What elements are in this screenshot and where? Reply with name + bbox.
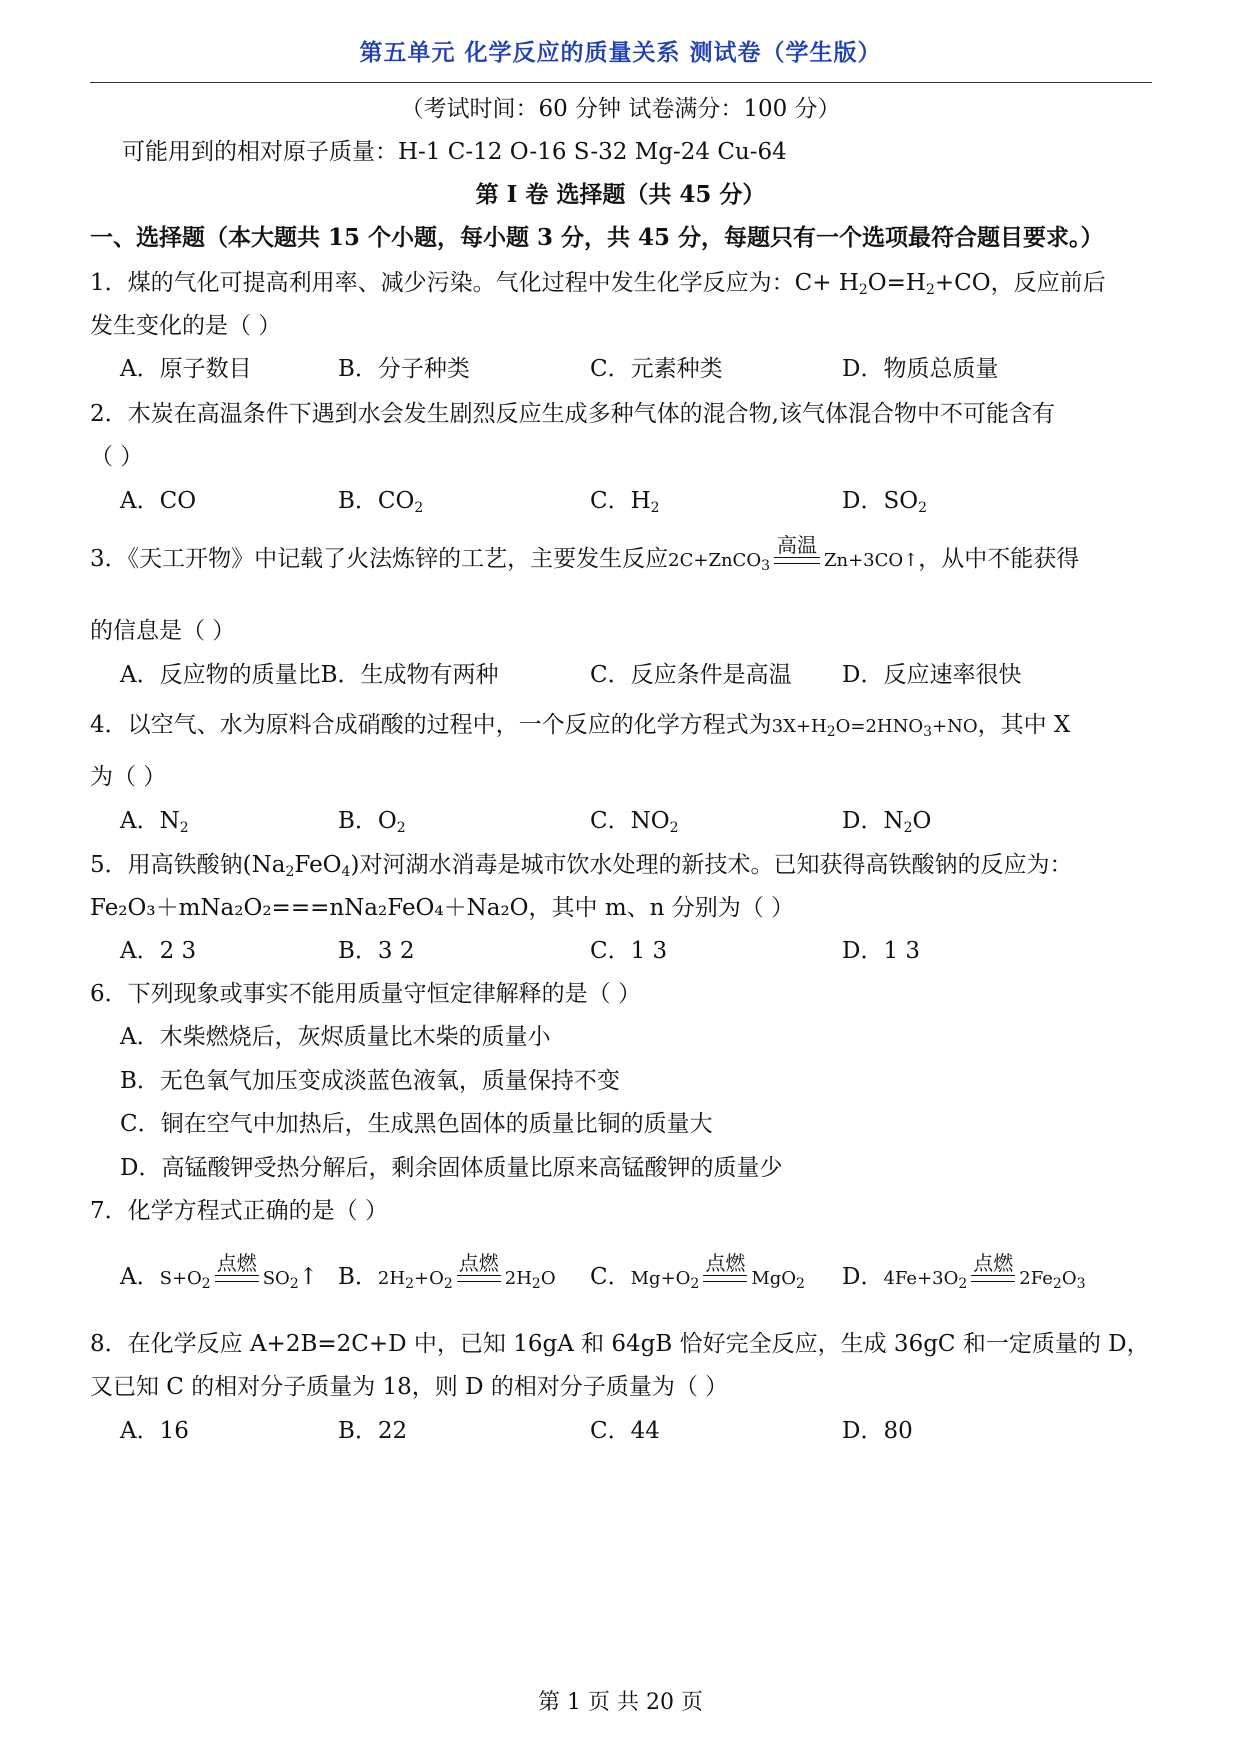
q3-option-c: C．反应条件是高温 <box>590 662 792 688</box>
question-8-stem: 8．在化学反应 A+2B=2C+D 中，已知 16gA 和 64gB 恰好完全反应，生成 36gC 和一定质量的 D， <box>90 1331 1150 1357</box>
page-number: 第 1 页 共 20 页 <box>538 1690 703 1715</box>
question-8-stem-2: 又已知 C 的相对分子质量为 18，则 D 的相对分子质量为（ ） <box>90 1374 729 1400</box>
q6-option-a: A．木柴燃烧后，灰烬质量比木柴的质量小 <box>120 1024 551 1050</box>
question-4-stem: 4．以空气、水为原料合成硝酸的过程中，一个反应的化学方程式为$3X+H_2O=2HNO_3+NO$，其中 X <box>90 712 1071 740</box>
q7-option-a: A．$S+O_2$ 点燃 $SO_2↑$ <box>120 1251 319 1292</box>
q1-text-b: O=H <box>867 270 926 296</box>
q8-option-c: C．44 <box>590 1418 660 1444</box>
question-7-stem: 7．化学方程式正确的是（ ） <box>90 1198 388 1224</box>
q4-suffix: ，其中 X <box>977 712 1071 738</box>
q1-text-c: +CO，反应前后 <box>934 270 1106 296</box>
q4-option-b: B．$O_2$ <box>338 808 406 836</box>
q5-option-a: A．2 3 <box>120 938 197 964</box>
question-3-stem: 3．《天工开物》中记载了火法炼锌的工艺，主要发生反应2C+ZnCO$_3$ 高温 Zn+3CO↑，从中不能获得 <box>90 533 1080 574</box>
q4-option-d: D．$N_2O$ <box>842 808 932 836</box>
question-4-stem-2: 为（ ） <box>90 764 167 790</box>
q7-option-d: D．$4Fe+3O_2$ 点燃 $2Fe_2O_3$ <box>842 1251 1086 1292</box>
q5-option-c: C．1 3 <box>590 938 668 964</box>
q4-prefix: 4．以空气、水为原料合成硝酸的过程中，一个反应的化学方程式为 <box>90 712 772 738</box>
question-3-stem-2: 的信息是（ ） <box>90 618 236 644</box>
q8-option-b: B．22 <box>338 1418 408 1444</box>
exam-info: （考试时间：60 分钟 试卷满分：100 分） <box>400 96 841 122</box>
q3-prefix: 3．《天工开物》中记载了火法炼锌的工艺，主要发生反应 <box>90 546 669 572</box>
q6-option-b: B．无色氧气加压变成淡蓝色液氧，质量保持不变 <box>120 1068 620 1094</box>
q8-option-a: A．16 <box>120 1418 189 1444</box>
header-divider <box>90 82 1152 83</box>
part-heading: 一、选择题（本大题共 15 个小题，每小题 3 分，共 45 分，每题只有一个选项最符合题目要求。） <box>90 224 1104 251</box>
q7-option-c: C．$Mg+O_2$ 点燃 MgO$_2$ <box>590 1251 805 1292</box>
q2-option-d: D．$SO_2$ <box>842 488 927 516</box>
q6-option-c: C．铜在空气中加热后，生成黑色固体的质量比铜的质量大 <box>120 1111 713 1137</box>
atomic-masses: 可能用到的相对原子质量：H-1 C-12 O-16 S-32 Mg-24 Cu-64 <box>122 139 787 165</box>
question-1-stem-2: 发生变化的是（ ） <box>90 313 282 339</box>
q1-text-a: 1．煤的气化可提高利用率、减少污染。气化过程中发生化学反应为：C+ H <box>90 270 859 296</box>
q1-option-b: B．分子种类 <box>338 356 470 382</box>
question-2-stem: 2．木炭在高温条件下遇到水会发生剧烈反应生成多种气体的混合物,该气体混合物中不可能含有 <box>90 401 1055 427</box>
q3-eq-left: 2C+ZnCO <box>668 550 762 571</box>
page-title: 第五单元 化学反应的质量关系 测试卷（学生版） <box>359 39 882 66</box>
question-5-stem-2: Fe₂O₃＋mNa₂O₂===nNa₂FeO₄＋Na₂O，其中 m、n 分别为（ ） <box>90 895 795 921</box>
q3-option-d: D．反应速率很快 <box>842 662 1022 688</box>
q4-option-a: A．$N_2$ <box>120 808 189 836</box>
q1-option-a: A．原子数目 <box>120 356 252 382</box>
question-2-stem-2: （ ） <box>90 444 144 470</box>
q2-option-b: B．$CO_2$ <box>338 488 424 516</box>
question-5-stem: 5．用高铁酸钠$(Na_2FeO_4)$对河湖水消毒是城市饮水处理的新技术。已知获得高铁酸钠的反应为： <box>90 852 1073 880</box>
q7-d-condition: 点燃 <box>971 1252 1015 1282</box>
q3-option-ab: A．反应物的质量比B．生成物有两种 <box>120 662 499 688</box>
q3-eq-right: Zn+3CO↑ <box>824 550 919 571</box>
q8-option-d: D．80 <box>842 1418 913 1444</box>
q7-b-condition: 点燃 <box>457 1252 501 1282</box>
q4-option-c: C．$NO_2$ <box>590 808 679 836</box>
q3-condition: 高温 <box>774 534 820 564</box>
q2-option-a: A．CO <box>120 488 197 514</box>
q1-option-c: C．元素种类 <box>590 356 723 382</box>
q6-option-d: D．高锰酸钾受热分解后，剩余固体质量比原来高锰酸钾的质量少 <box>120 1155 783 1181</box>
q7-a-condition: 点燃 <box>215 1252 259 1282</box>
question-6-stem: 6．下列现象或事实不能用质量守恒定律解释的是（ ） <box>90 981 641 1007</box>
section-title: 第 I 卷 选择题（共 45 分） <box>475 181 766 208</box>
question-1-stem: 1．煤的气化可提高利用率、减少污染。气化过程中发生化学反应为：$C+ H_2O=H_2+CO$，反应前后 <box>90 270 1106 298</box>
q1-option-d: D．物质总质量 <box>842 356 999 382</box>
q5-option-b: B．3 2 <box>338 938 415 964</box>
q5-option-d: D．1 3 <box>842 938 921 964</box>
q2-option-c: C．$H_2$ <box>590 488 660 516</box>
q3-suffix: ，从中不能获得 <box>918 546 1080 572</box>
q7-c-condition: 点燃 <box>703 1252 747 1282</box>
q7-option-b: B．$2H_2+O_2$ 点燃 $2H_2O$ <box>338 1251 556 1292</box>
